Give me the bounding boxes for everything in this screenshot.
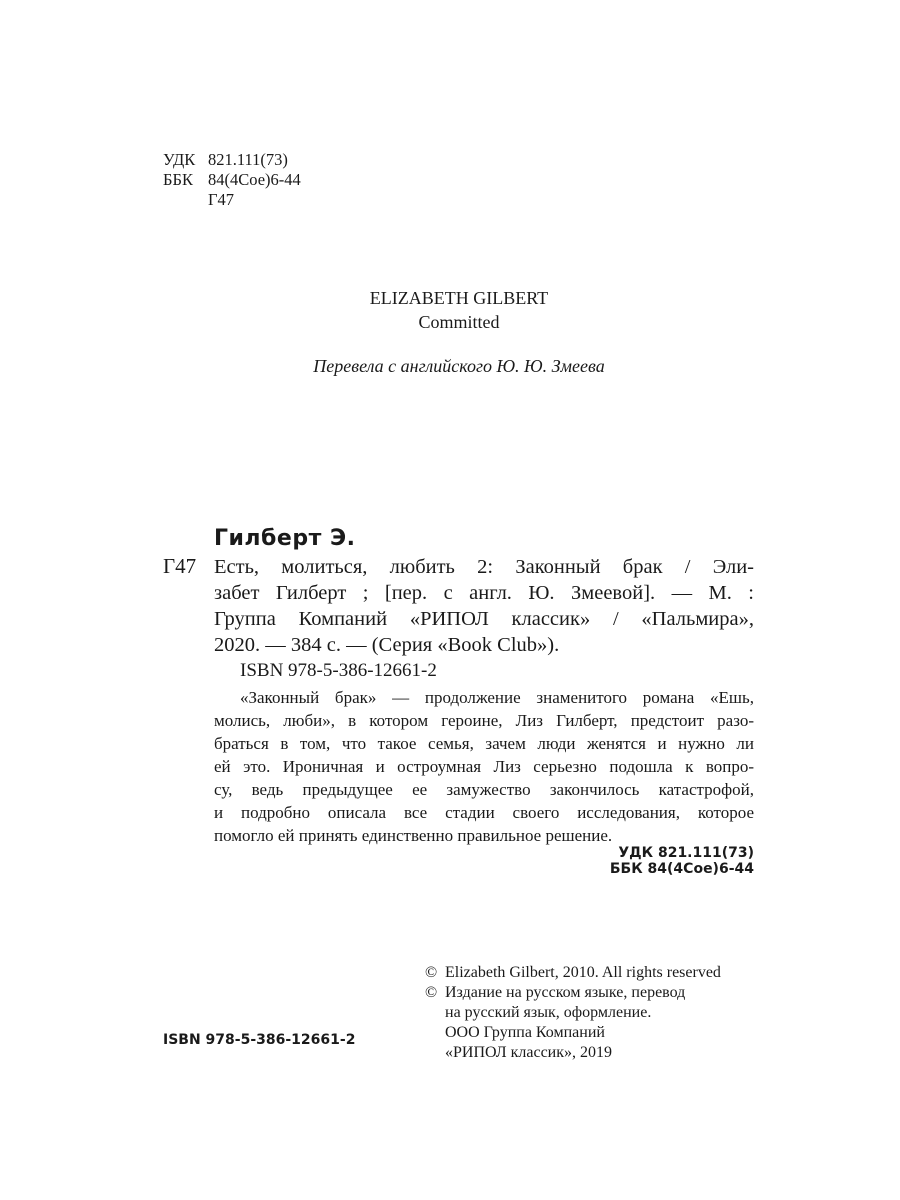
udk-code: УДК 821.111(73) (618, 845, 754, 861)
annotation-line: и подробно описала все стадии своего исследования, которое (214, 803, 754, 822)
copyright-line (425, 963, 721, 983)
original-title: Committed (418, 312, 500, 332)
bbk-label: ББК (163, 170, 193, 189)
classification-block-bottom (610, 845, 754, 877)
biblio-line: забет Гилберт ; [пер. с англ. Ю. Змеевой]. — М. : (214, 582, 754, 604)
udk-label: УДК (163, 150, 196, 169)
bbk-row (163, 170, 301, 190)
biblio-line: Группа Компаний «РИПОЛ классик» / «Пальмира», (214, 608, 754, 630)
bibliographic-description (214, 554, 754, 658)
classification-block-top (163, 150, 301, 210)
biblio-line: 2020. — 384 с. — (Серия «Book Club»). (214, 634, 560, 656)
copyright-symbol: © (425, 984, 438, 1001)
annotation-line: помогло ей принять единственно правильное решение. (214, 826, 613, 845)
original-title-block (0, 286, 900, 334)
bbk-value: 84(4Сое)6-44 (208, 170, 301, 189)
annotation-line: «Законный брак» — продолжение знаменитого романа «Ешь, (240, 688, 754, 707)
annotation (214, 686, 754, 847)
udk-value: 821.111(73) (208, 150, 288, 169)
udk-row (163, 150, 301, 170)
catalog-isbn: ISBN 978-5-386-12661-2 (240, 660, 437, 681)
catalog-author-code: Г47 (163, 554, 197, 578)
copyright-text: «РИПОЛ классик», 2019 (445, 1044, 613, 1061)
catalog-author-heading: Гилберт Э. (214, 526, 356, 551)
copyright-text: Elizabeth Gilbert, 2010. All rights reserved (445, 964, 721, 981)
copyright-line (425, 983, 721, 1003)
copyright-block (425, 963, 721, 1063)
biblio-line: Есть, молиться, любить 2: Законный брак / Эли- (214, 556, 754, 578)
annotation-line: ей это. Ироничная и остроумная Лиз серьезно подошла к вопро- (214, 757, 754, 776)
bbk-code: ББК 84(4Сое)6-44 (609, 861, 754, 877)
original-author: ELIZABETH GILBERT (369, 288, 549, 308)
copyright-text: ООО Группа Компаний (445, 1024, 605, 1041)
annotation-line: браться в том, что такое семья, зачем люди женятся и нужно ли (214, 734, 754, 753)
translator-credit: Перевела с английского Ю. Ю. Змеева (313, 356, 605, 376)
copyright-text: Издание на русском языке, перевод (445, 984, 686, 1001)
author-mark: Г47 (208, 190, 235, 209)
annotation-line: су, ведь предыдущее ее замужество закончилось катастрофой, (214, 780, 754, 799)
isbn-bottom: ISBN 978-5-386-12661-2 (163, 1032, 356, 1048)
annotation-line: молись, люби», в котором героине, Лиз Гилберт, предстоит разо- (214, 711, 754, 730)
copyright-text: на русский язык, оформление. (445, 1004, 652, 1021)
copyright-symbol: © (425, 964, 438, 981)
